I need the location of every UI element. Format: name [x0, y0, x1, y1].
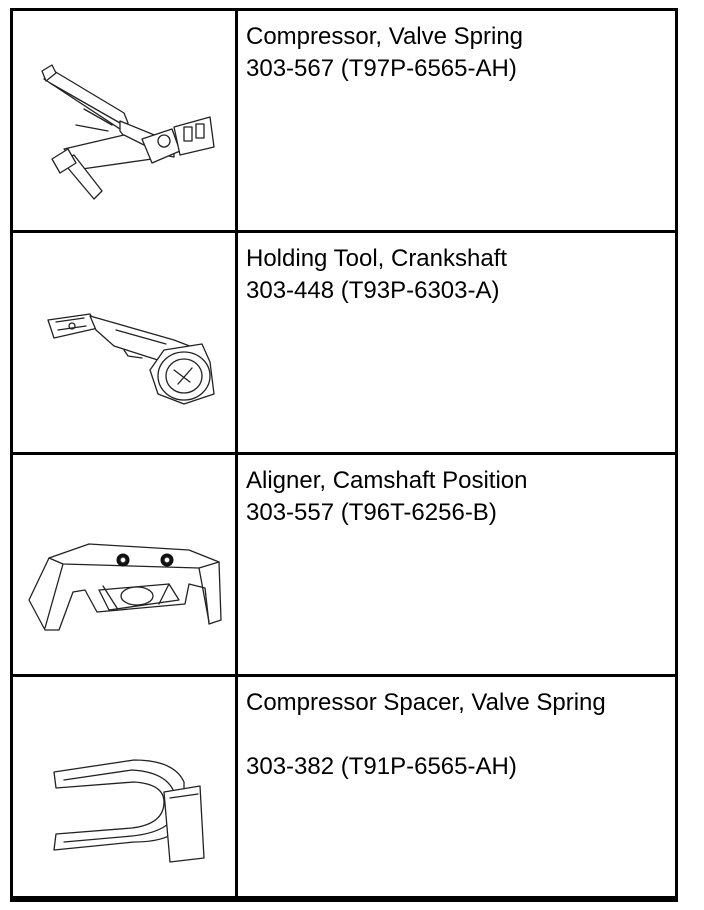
crankshaft-holding-tool-icon: [24, 258, 224, 428]
tool-image-cell: [13, 11, 238, 233]
blank-line: [246, 719, 675, 751]
tool-name: Compressor, Valve Spring: [246, 23, 524, 50]
tool-number: 303-382 (T91P-6565-AH): [246, 753, 517, 780]
tool-image-cell: [13, 233, 238, 455]
tool-description-cell: [238, 233, 675, 455]
tool-image-cell: [13, 455, 238, 677]
tool-number: 303-557 (T96T-6256-B): [246, 499, 497, 526]
special-tools-table: [10, 8, 678, 902]
tool-name: Compressor Spacer, Valve Spring: [246, 689, 606, 716]
tool-number: 303-567 (T97P-6565-AH): [246, 55, 517, 82]
tool-name: Aligner, Camshaft Position: [246, 467, 528, 494]
tool-description-cell: [238, 677, 675, 899]
valve-spring-compressor-icon: [24, 31, 224, 211]
tool-number: 303-448 (T93P-6303-A): [246, 277, 500, 304]
valve-spring-spacer-icon: [24, 702, 224, 872]
tool-image-cell: [13, 677, 238, 899]
tool-description-cell: [238, 11, 675, 233]
tool-description-cell: [238, 455, 675, 677]
camshaft-aligner-icon: [19, 480, 229, 650]
tool-name: Holding Tool, Crankshaft: [246, 245, 508, 272]
